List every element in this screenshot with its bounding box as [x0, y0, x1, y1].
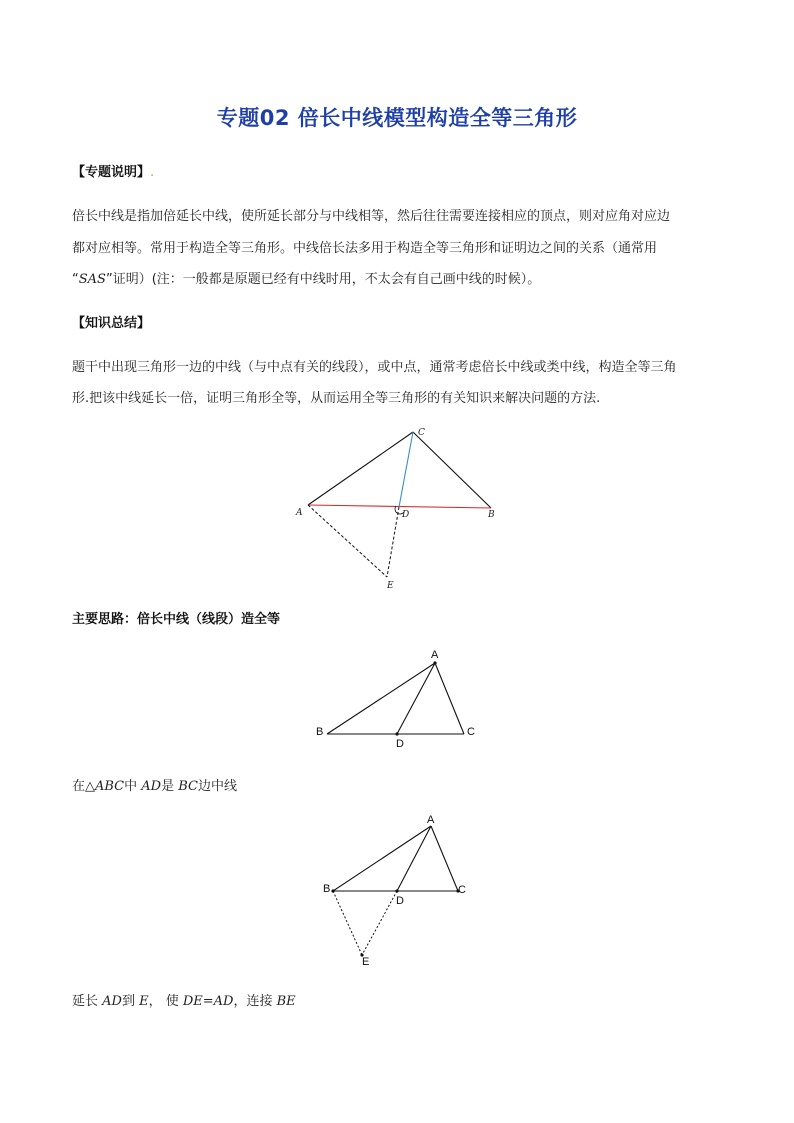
caption3-e: E [139, 994, 149, 1009]
point-b [331, 889, 334, 892]
point-a [433, 661, 436, 664]
caption3-to: 到 [121, 994, 140, 1009]
description-line-2: 都对应相等。常用于构造全等三角形。中线倍长法多用于构造全等三角形和证明边之间的关系（通常用 [72, 241, 658, 256]
description-line-1: 倍长中线是指加倍延长中线，使所延长部分与中线相等，然后往往需要连接相应的顶点，则对应角对应边 [72, 209, 671, 224]
point-d [395, 732, 398, 735]
segment-be [333, 891, 362, 955]
caption2-ad: AD [141, 779, 162, 794]
label-c: C [467, 726, 475, 738]
extension-de [362, 891, 397, 955]
figure-3-caption [72, 990, 296, 1009]
label-d: D [396, 895, 404, 907]
label-a: A [427, 814, 435, 826]
segment-ae [308, 505, 387, 577]
page-title: 专题02 倍长中线模型构造全等三角形 [216, 106, 578, 130]
label-a: A [296, 508, 303, 518]
description-line-3 [72, 268, 540, 287]
caption3-ad: AD [102, 994, 122, 1009]
main-idea-heading: 主要思路：倍长中线（线段）造全等 [72, 612, 281, 627]
median-ad [397, 826, 431, 891]
heading-dot: . [150, 165, 155, 180]
caption3-make: ， 使 [148, 994, 183, 1009]
caption2-mid: 中 [124, 779, 142, 794]
figure-1-diagram [280, 420, 520, 600]
label-e: E [362, 956, 370, 968]
side-ac [308, 432, 413, 505]
label-b: B [323, 883, 331, 895]
caption3-connect: ，连接 [233, 994, 277, 1009]
label-c: C [418, 428, 425, 438]
summary-line-2: 形.把该中线延长一倍，证明三角形全等，从而运用全等三角形的有关知识来解决问题的方法. [72, 391, 601, 406]
label-e: E [387, 581, 394, 591]
quote-open: “ [72, 272, 79, 287]
figure-3-diagram [315, 810, 480, 970]
label-b: B [316, 726, 324, 738]
label-d: D [402, 510, 410, 520]
side-ac [435, 663, 464, 734]
figure-2-caption [72, 775, 237, 794]
section-heading-description-text: 【专题说明】 [72, 165, 151, 180]
caption2-bc: BC [178, 779, 198, 794]
description-line-3-rest: ”证明）(注：一般都是原题已经有中线时用，不太会有自己画中线的时候）。 [105, 272, 541, 287]
section-heading-description [72, 161, 154, 180]
median-cd [399, 432, 413, 507]
caption2-is: 是 [161, 779, 179, 794]
side-ab [333, 826, 431, 891]
extension-de [387, 507, 399, 577]
summary-line-1: 题干中出现三角形一边的中线（与中点有关的线段），或中点，通常考虑倍长中线或类中线，构造全等三角 [72, 360, 677, 375]
side-ab [327, 663, 435, 734]
caption3-be: BE [276, 994, 296, 1009]
caption3-de-ad: DE=AD [182, 994, 234, 1009]
side-ac [431, 826, 458, 891]
median-ad [397, 663, 435, 734]
figure-2-diagram [310, 645, 480, 750]
caption2-abc: ABC [95, 779, 125, 794]
point-d [395, 889, 398, 892]
section-heading-summary: 【知识总结】 [72, 316, 151, 331]
label-b: B [488, 510, 495, 520]
label-d: D [396, 738, 404, 750]
caption2-pre: 在△ [72, 779, 95, 794]
sas-term: SAS [78, 272, 106, 287]
label-c: C [458, 884, 466, 896]
caption2-post: 边中线 [197, 779, 237, 794]
side-cb [413, 432, 491, 508]
label-a: A [431, 649, 439, 661]
caption3-pre: 延长 [72, 994, 103, 1009]
